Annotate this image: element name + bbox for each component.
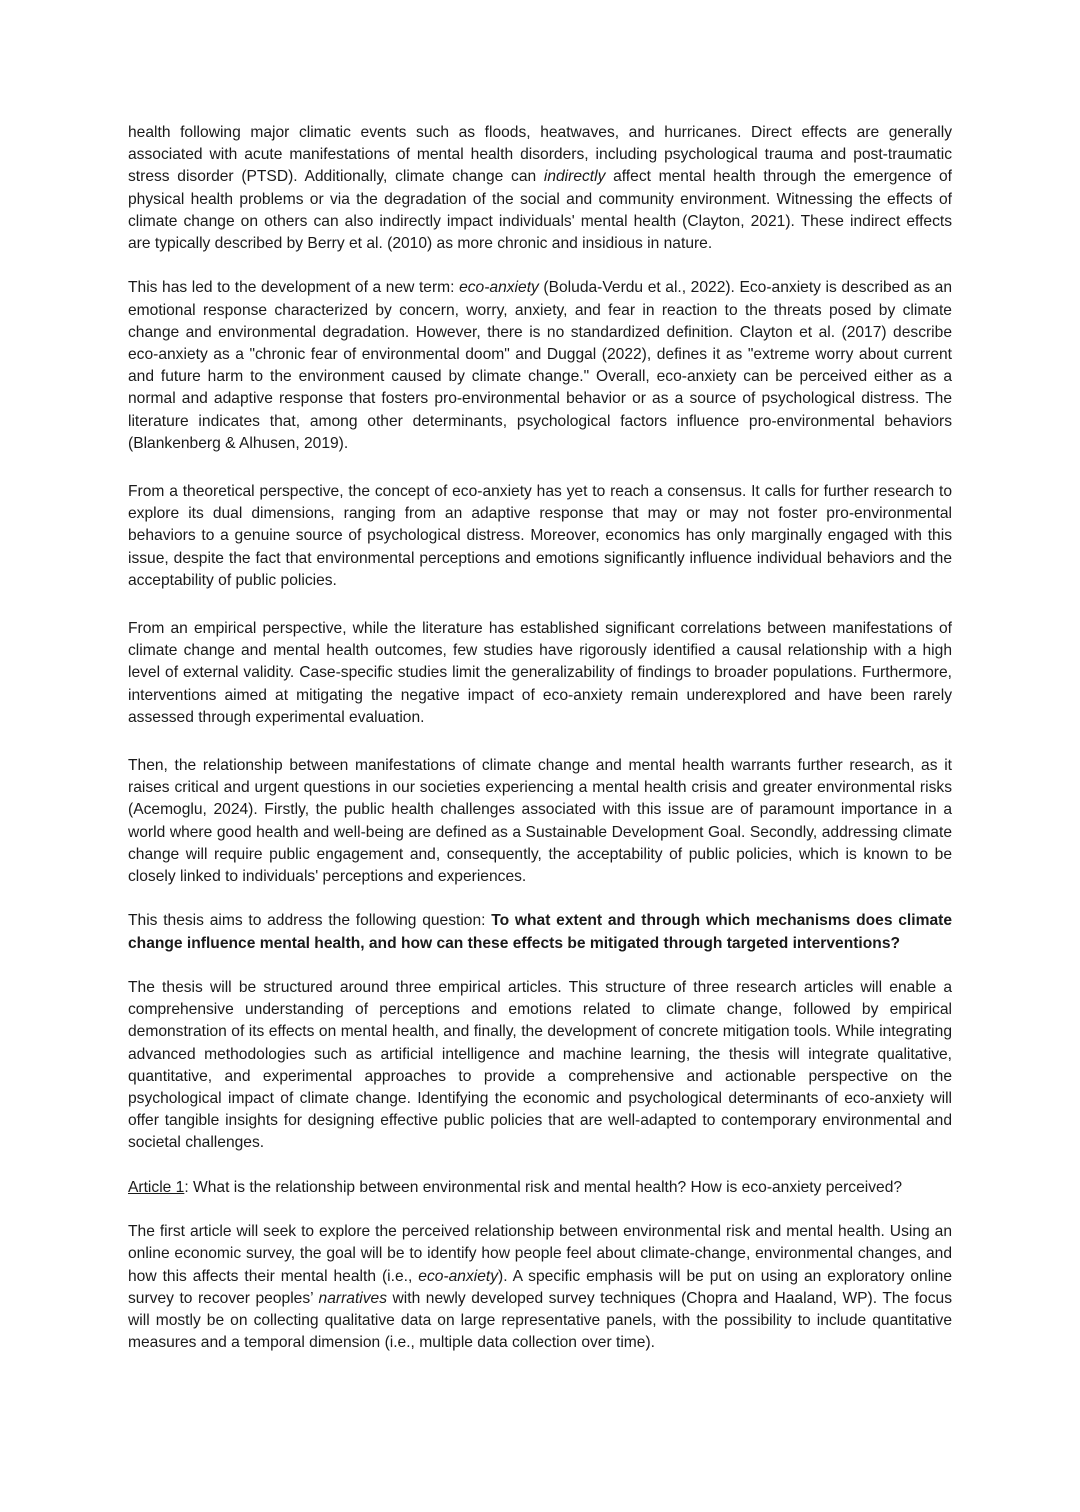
text-segment: eco-anxiety [418, 1267, 499, 1285]
text-segment: indirectly [543, 168, 606, 186]
paragraph-climate-effects [128, 122, 952, 255]
text-segment: health following major climatic events such as floods, heatwaves, and hurricanes. Direct effects are generally associated with acute manifestations of mental health disorders, including psychological trauma and post-traumatic stress disorder (PTSD). Additionally, climate change can [128, 124, 952, 186]
text-segment: From an empirical perspective, while the literature has established significant correlations between manifestations of climate change and mental health outcomes, few studies have rigorously identified a causal relationship with a high level of external validity. Case-specific studies limit the generalizability of findings to broader populations. Furthermore, interventions aimed at mitigating the negative impact of eco-anxiety remain underexplored and have been rarely assessed through experimental evaluation. [128, 620, 952, 726]
paragraph-eco-anxiety-definition [128, 277, 952, 455]
text-segment: Then, the relationship between manifestations of climate change and mental health warrants further research, as it raises critical and urgent questions in our societies experiencing a mental health crisis and greater environmental risks (Acemoglu, 2024). Firstly, the public health challenges associated with this issue are of paramount importance in a world where good health and well-being are defined as a Sustainable Development Goal. Secondly, addressing climate change will require public engagement and, consequently, the acceptability of public policies, which is known to be closely linked to individuals' perceptions and experiences. [128, 757, 952, 886]
text-segment: eco-anxiety [459, 279, 539, 297]
paragraph-research-question [128, 910, 952, 954]
paragraph-thesis-structure [128, 977, 952, 1155]
article-1-label: Article 1 [128, 1178, 185, 1196]
text-segment: with newly developed survey techniques (Chopra and Haaland, WP). The focus will mostly be on collecting qualitative data on large representative panels, with the possibility to include quantitative measures and a temporal dimension (i.e., multiple data collection over time). [128, 1289, 952, 1352]
paragraph-theoretical-perspective [128, 481, 952, 592]
text-segment: From a theoretical perspective, the concept of eco-anxiety has yet to reach a consensus. It calls for further research to explore its dual dimensions, ranging from an adaptive response that may or may not foster pro-environmental behaviors to a genuine source of psychological distress. Moreover, economics has only marginally engaged with this issue, despite the fact that environmental perceptions and emotions significantly influence individual behaviors and the acceptability of public policies. [128, 483, 952, 589]
research-question: To what extent and through which mechanisms does climate change influence mental health, and how can these effects be mitigated through targeted interventions? [128, 912, 952, 952]
paragraph-article-1-heading [128, 1177, 952, 1199]
paragraph-article-1-description [128, 1221, 952, 1354]
text-segment: narratives [318, 1289, 388, 1307]
text-segment: ). A specific emphasis will be put on using an exploratory online survey to recover peoples’ [128, 1267, 953, 1307]
text-segment: This thesis aims to address the following question: [128, 912, 492, 930]
paragraph-empirical-perspective [128, 618, 952, 729]
text-segment: : What is the relationship between environmental risk and mental health? How is eco-anxiety perceived? [184, 1178, 903, 1196]
paragraph-research-relevance [128, 755, 952, 888]
text-segment: (Boluda-Verdu et al., 2022). Eco-anxiety is described as an emotional response characterized by concern, worry, anxiety, and fear in reaction to the threats posed by climate change and environmental degradation. However, there is no standardized definition. Clayton et al. (2017) describe eco-anxiety as a "chronic fear of environmental doom" and Duggal (2022), defines it as "extreme worry about current and future harm to the environment caused by climate change." Overall, eco-anxiety can be perceived either as a normal and adaptive response that fosters pro-environmental behavior or as a source of psychological distress. The literature indicates that, among other determinants, psychological factors influence pro-environmental behaviors (Blankenberg & Alhusen, 2019). [128, 279, 952, 452]
document-page [128, 122, 952, 1377]
text-segment: The thesis will be structured around three empirical articles. This structure of three research articles will enable a comprehensive understanding of perceptions and emotions related to climate change, followed by empirical demonstration of its effects on mental health, and finally, the development of concrete mitigation tools. While integrating advanced methodologies such as artificial intelligence and machine learning, the thesis will integrate qualitative, quantitative, and experimental approaches to provide a comprehensive and actionable perspective on the psychological impact of climate change. Identifying the economic and psychological determinants of eco-anxiety will offer tangible insights for designing effective public policies that are well-adapted to contemporary environmental and societal challenges. [128, 979, 952, 1152]
text-segment: The first article will seek to explore the perceived relationship between environmental risk and mental health. Using an online economic survey, the goal will be to identify how people feel about climate-change, environmental changes, and how this affects their mental health (i.e., [128, 1223, 952, 1285]
text-segment: affect mental health through the emergence of physical health problems or via the degradation of the social and community environment. Witnessing the effects of climate change on others can also indirectly impact individuals' mental health (Clayton, 2021). These indirect effects are typically described by Berry et al. (2010) as more chronic and insidious in nature. [128, 168, 952, 253]
text-segment: This has led to the development of a new term: [128, 279, 460, 297]
